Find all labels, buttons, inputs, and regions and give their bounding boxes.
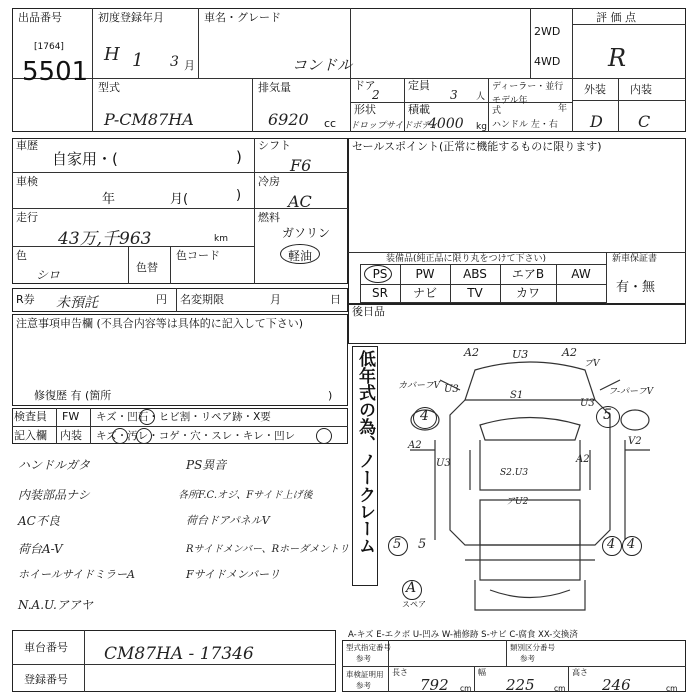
spare-mark: A [406, 580, 417, 596]
interior-mark-circle-3 [316, 428, 332, 444]
note-right-4: Rサイドメンバー、Rホーダメントリ [186, 544, 350, 555]
reg-label: 登録番号 [24, 673, 68, 686]
displacement-unit: cc [324, 117, 337, 130]
height-value: 246 [602, 676, 631, 694]
repair-close: ) [328, 389, 333, 402]
height-unit: cm [666, 684, 678, 693]
handle-label: ハンドル 左・右 [492, 120, 558, 130]
equip-airbag: エアB [511, 267, 545, 281]
recycle-value: 未預託 [56, 295, 98, 311]
model-label: 型式 [98, 81, 120, 94]
equip-tv: TV [467, 286, 483, 300]
note-left-4: 荷台A-V [18, 542, 63, 556]
cert-ref: 参考 [356, 654, 371, 663]
mark-12: V2 [628, 436, 642, 447]
first-reg-month-unit: 月 [184, 59, 195, 72]
color-label: 色 [16, 249, 27, 262]
class-label: 類別区分番号 [510, 643, 555, 652]
equip-navi: ナビ [412, 286, 437, 300]
mileage-value: 43万,千963 [58, 229, 152, 249]
model-value: P-CM87HA [104, 110, 194, 129]
equip-leather: カワ [515, 286, 540, 300]
recycle-label: R券 [16, 293, 35, 306]
legend-text: A-キズ E-エクボ U-凹み W-補修跡 S-サビ C-腐食 XX-交換済 [348, 630, 578, 640]
rating-value: R [608, 44, 627, 72]
equip-ps-circle [364, 265, 392, 283]
displacement-label: 排気量 [258, 81, 291, 94]
load-unit: kg [476, 122, 487, 132]
name-change-label: 名変期限 [180, 293, 224, 306]
mark-6: U3 [444, 384, 459, 395]
equip-sr: SR [372, 286, 388, 300]
rear-items-block [348, 304, 686, 344]
doors-value: 2 [372, 88, 380, 102]
equip-aw: AW [571, 267, 591, 281]
load-label: 積載 [408, 103, 430, 116]
mileage-label: 走行 [16, 211, 38, 224]
warranty-label: 新車保証書 [612, 254, 658, 264]
inspector-label: 検査員 [14, 410, 47, 423]
capacity-value: 3 [450, 88, 458, 102]
first-reg-month: 3 [170, 54, 179, 70]
name-change-day: 日 [330, 293, 341, 306]
length-unit: cm [460, 684, 472, 693]
rear-items-label: 後日品 [352, 305, 385, 318]
mark-10: A2 [408, 440, 422, 451]
equip-abs: ABS [463, 267, 487, 281]
mark-19: 5 [603, 407, 612, 423]
mark-14: S2.U3 [500, 468, 529, 478]
doors-label: ドア [354, 79, 376, 92]
width-label: 幅 [478, 668, 486, 677]
history-label: 車歴 [16, 139, 38, 152]
fw-label: FW [62, 410, 80, 423]
shift-label: シフト [258, 139, 291, 152]
reg-cert-ref: 参考 [356, 681, 371, 690]
history-value: 自家用・( [52, 150, 118, 168]
mark-15: アU2 [506, 497, 529, 507]
aircon-label: 冷房 [258, 175, 280, 188]
mark-1: A2 [464, 346, 479, 359]
exterior-value: D [590, 112, 603, 131]
height-label: 高さ [572, 668, 588, 677]
first-reg-label: 初度登録年月 [98, 11, 164, 24]
interior-value: C [638, 112, 651, 131]
first-reg-era: H [104, 44, 120, 65]
entry-label: 記入欄 [14, 429, 47, 442]
model-year-label: モデル年式 [492, 96, 528, 116]
shape-label: 形状 [354, 103, 376, 116]
vertical-note: 低年式の為、ノークレーム [355, 350, 375, 554]
interior-label: 内装 [630, 83, 652, 96]
shaken-year: 年 [102, 192, 116, 207]
car-name-value: コンドル [292, 56, 353, 74]
lot-number: 5501 [22, 57, 89, 87]
width-unit: cm [554, 684, 566, 693]
note-right-5: Fサイドメンバーリ [186, 568, 280, 581]
fuel-alt: 軽油 [288, 249, 313, 263]
interior-items: キズ・汚レ・コゲ・穴・スレ・キレ・凹レ [96, 430, 296, 442]
cert-label: 型式指定番号 [346, 643, 391, 652]
shaken-label: 車検 [16, 175, 38, 188]
repair-label: 修復歴 有 (箇所 [34, 389, 112, 402]
note-right-1: PS異音 [186, 458, 227, 472]
fuel-value: ガソリン [282, 226, 331, 240]
note-left-3: AC不良 [18, 514, 60, 528]
exterior-label: 外装 [584, 83, 606, 96]
fw-items: キズ・凹石・ヒビ割・リペア跡・X要 [96, 411, 271, 423]
note-left-1: ハンドルガタ [18, 458, 91, 472]
shaken-close: ) [236, 188, 242, 203]
mark-20: 4 [607, 537, 616, 552]
dealer-label: ディーラー・並行 [492, 82, 564, 92]
lot-label: 出品番号 [18, 11, 62, 24]
chassis-value: CM87HA - 17346 [104, 644, 254, 664]
history-close: ) [236, 148, 242, 166]
mark-16: 4 [420, 408, 429, 424]
mark-11: A2 [576, 454, 590, 465]
mark-7: S1 [510, 390, 524, 401]
mark-3: A2 [562, 346, 577, 359]
notes-label: 注意事項申告欄 (不具合内容等は具体的に記入して下さい) [16, 317, 304, 330]
note-left-6: N.A.U.アアヤ [18, 598, 93, 612]
length-value: 792 [420, 676, 449, 694]
recycle-unit: 円 [156, 293, 167, 306]
first-reg-year: 1 [132, 50, 144, 71]
mark-13: U3 [436, 458, 451, 469]
fuel-label: 燃料 [258, 211, 280, 224]
sales-point-label: セールスポイント(正常に機能するものに限ります) [352, 140, 602, 153]
car-name-label: 車名・グレード [204, 11, 281, 24]
equip-ps: PS [372, 267, 388, 281]
lot-sub: [1764] [34, 42, 64, 52]
width-value: 225 [506, 676, 535, 694]
class-ref: 参考 [520, 654, 535, 663]
mark-9: U3 [580, 398, 595, 409]
interior-mark-circle-1 [112, 428, 128, 444]
interior-entry-label: 内装 [60, 429, 82, 442]
mileage-unit: km [214, 234, 228, 244]
mark-8: フ-パーフV [608, 387, 654, 397]
equipment-label: 装備品(純正品に限り丸をつけて下さい) [386, 254, 547, 264]
shape-value: ドロップサイドボディ [350, 121, 439, 131]
displacement-value: 6920 [268, 110, 309, 129]
note-left-2: 内装部品ナシ [18, 488, 90, 502]
color-change-label: 色替 [136, 261, 158, 274]
shift-value: F6 [290, 156, 312, 175]
color-code-label: 色コード [176, 249, 220, 262]
equip-pw: PW [415, 267, 435, 281]
chassis-label: 車台番号 [24, 641, 68, 654]
color-value: シロ [36, 268, 61, 282]
note-left-5: ホイールサイドミラーA [18, 568, 135, 581]
mark-18: 5 [418, 537, 427, 552]
mark-21: 4 [627, 537, 636, 552]
mark-2: U3 [512, 348, 529, 361]
note-right-3: 荷台ドアパネルV [186, 514, 270, 527]
model-year-unit: 年 [558, 104, 568, 114]
mark-17: 5 [393, 537, 402, 552]
warranty-value: 有・無 [616, 280, 656, 295]
spare-label: スペア [402, 600, 426, 609]
drive-2wd: 2WD [534, 25, 561, 38]
interior-mark-circle-2 [136, 428, 152, 444]
note-right-2: 各所F.C.オジ、Fサイド上げ後 [178, 490, 313, 501]
mark-5: カバーフV [398, 381, 441, 391]
capacity-label: 定員 [408, 79, 430, 92]
fw-mark-circle [139, 409, 155, 425]
name-change-month: 月 [270, 293, 281, 306]
shaken-month: 月( [170, 192, 189, 207]
rating-label: 評 価 点 [596, 11, 636, 24]
mark-4: プV [584, 359, 600, 369]
drive-4wd: 4WD [534, 55, 561, 68]
aircon-value: AC [288, 192, 312, 211]
reg-cert-label: 車検証明用 [346, 670, 384, 679]
capacity-unit: 人 [476, 92, 486, 102]
length-label: 長さ [392, 668, 408, 677]
load-value: 4000 [428, 116, 464, 132]
